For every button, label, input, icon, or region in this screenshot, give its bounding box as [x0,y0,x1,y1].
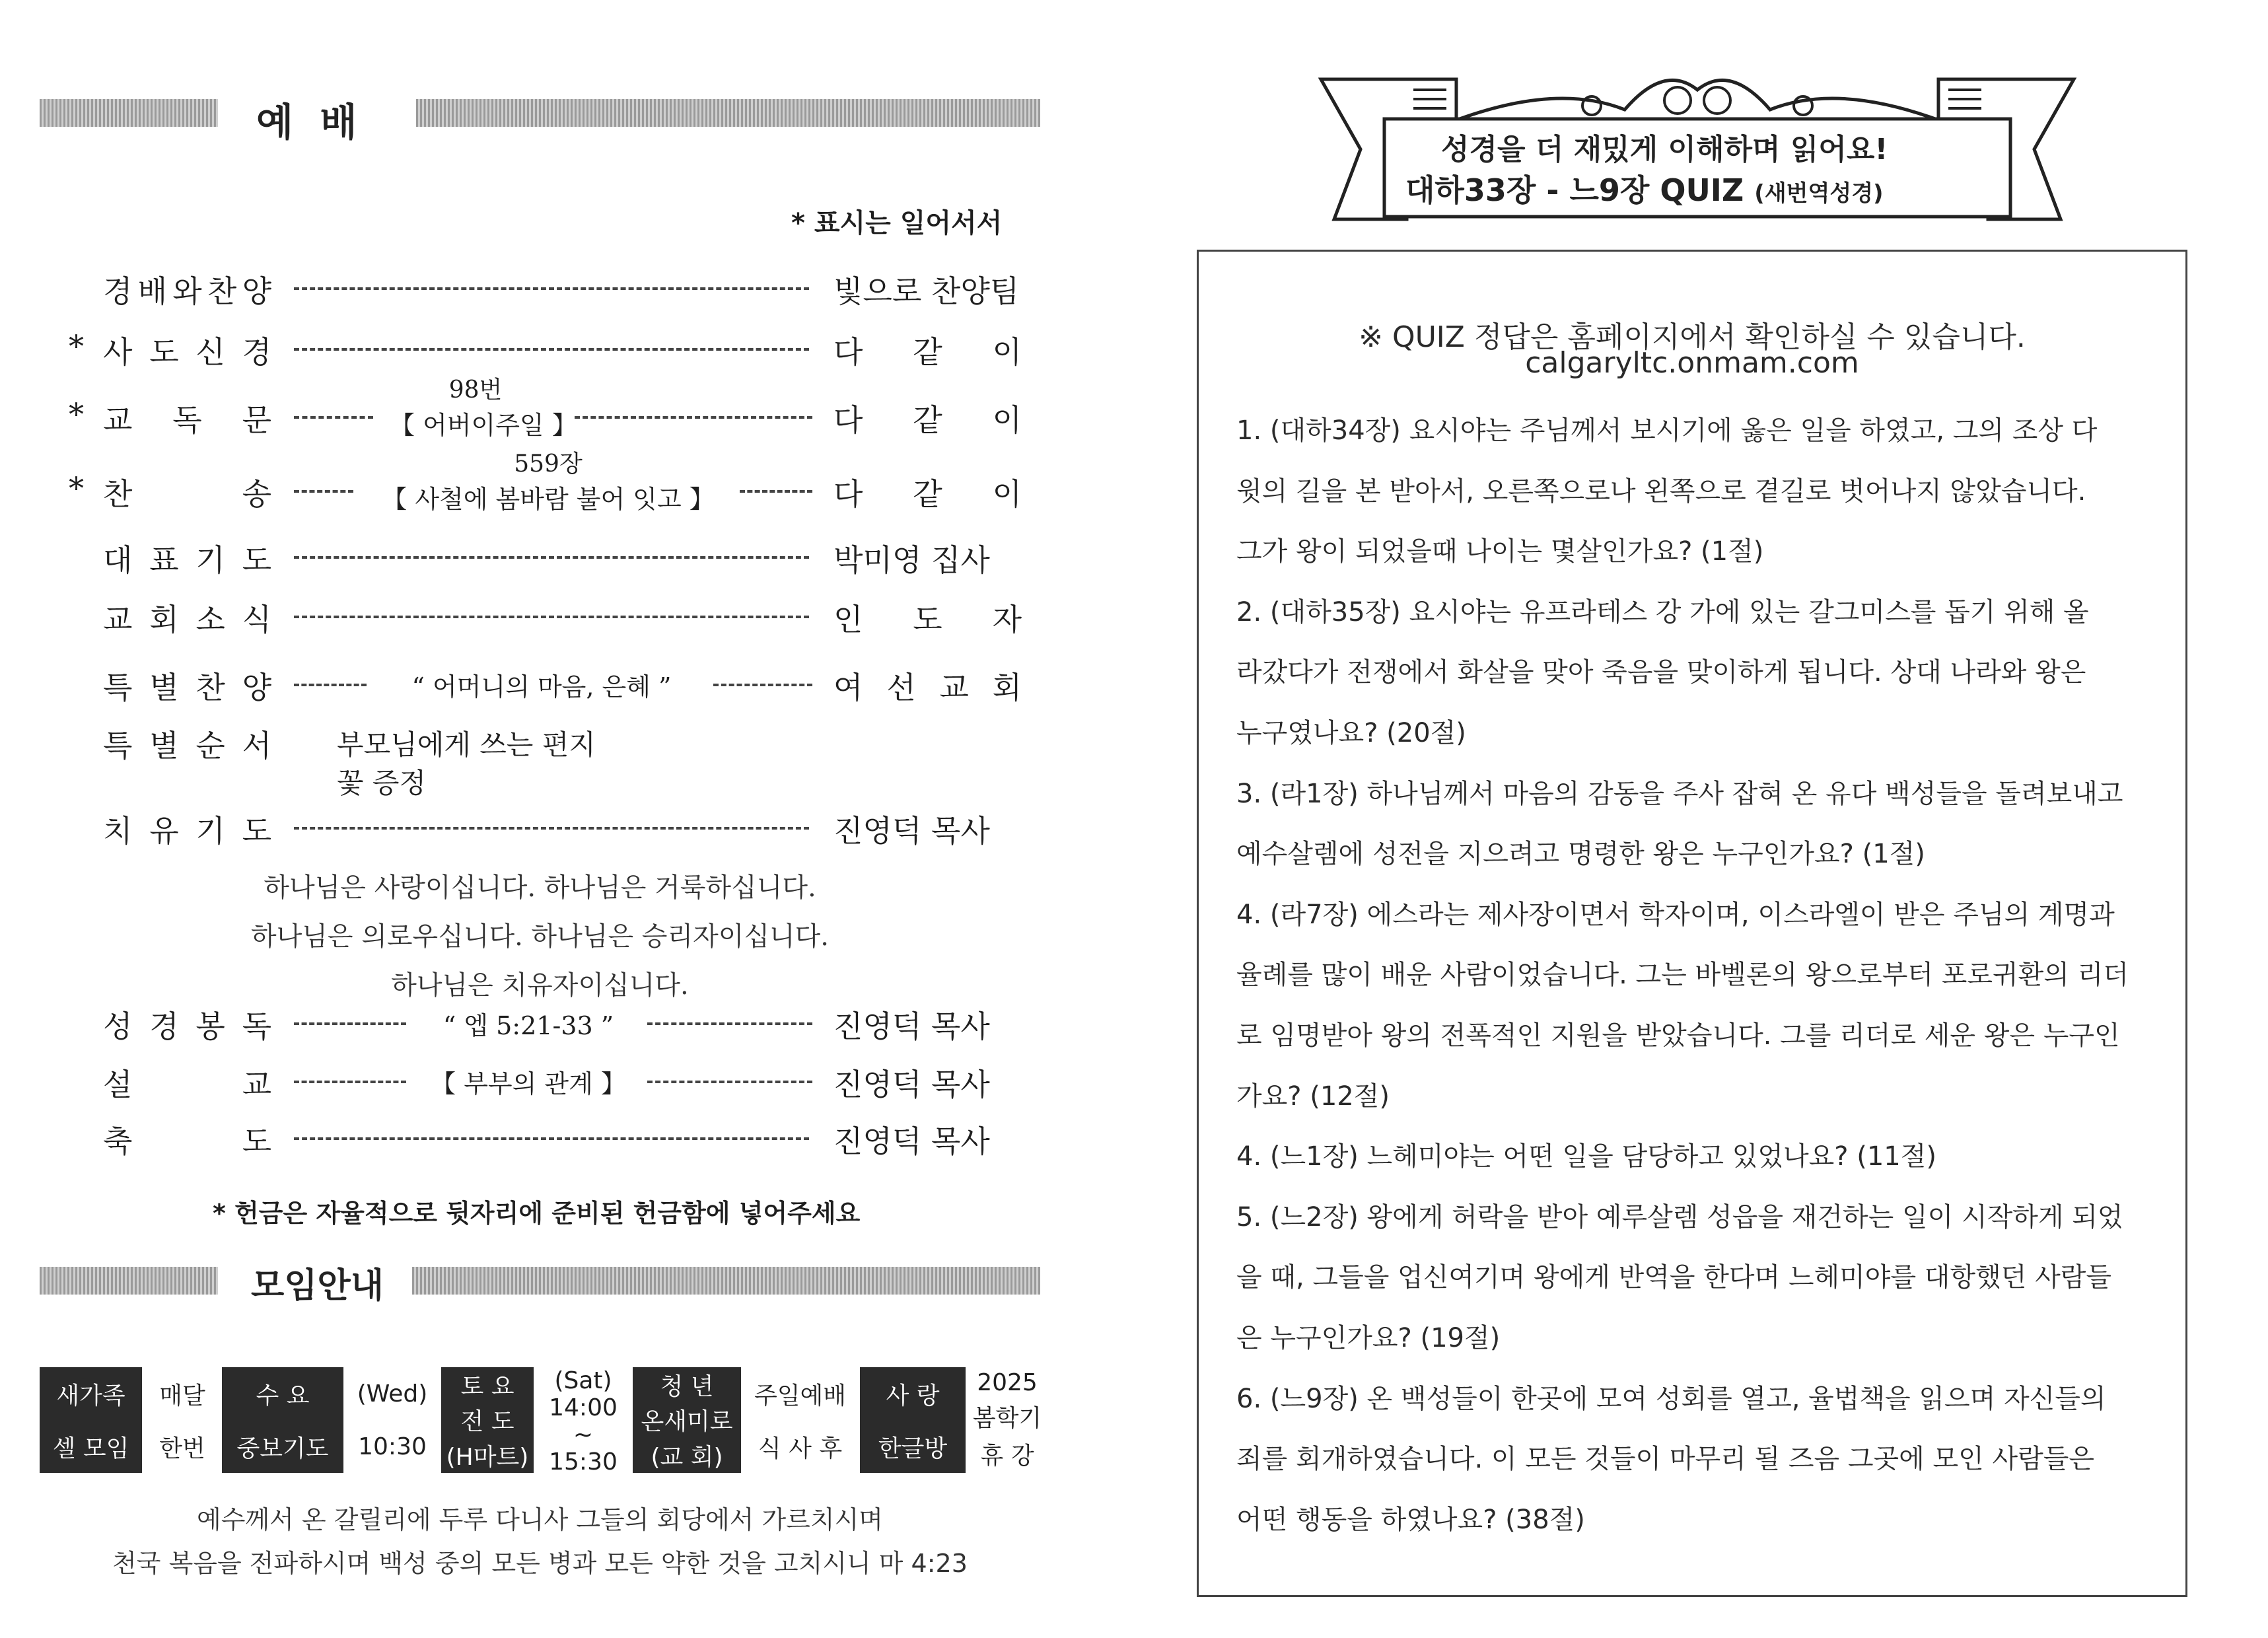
row-middle-text [423,1063,634,1100]
quiz-website: calgaryltc.onmam.com [1525,346,1859,380]
quiz-banner-title: 대하33장 - 느9장 QUIZ [1405,172,1744,208]
row-label-char: 별 [149,728,179,764]
meeting-cell-line: (Wed) [357,1380,428,1407]
row-leader [833,328,1022,372]
row-leader [833,396,1022,440]
row-label-char: 기 [195,813,225,849]
row-label-char: 소 [195,602,225,637]
quiz-line: 1. (대하34장) 요시야는 주님께서 보시기에 옳은 일을 하였고, 그의 조상 다 [1236,415,2098,446]
quiz-line: 4. (느1장) 느헤미야는 어떤 일을 담당하고 있었나요? (11절) [1236,1141,1936,1172]
row-middle-main: 【 사철에 봄바람 불어 잇고 】 [382,485,715,514]
row-label [103,536,271,580]
row-middle-text [383,666,700,703]
quiz-line: 가요? (12절) [1236,1081,1390,1112]
row-dash-right [575,416,812,419]
row-label-char: 유 [149,813,179,849]
row-middle-text [423,1005,634,1042]
row-label-char: 신 [195,334,225,370]
meeting-cell-line: 사 랑 [886,1382,940,1409]
meeting-cell-line: 주일예배 [754,1382,847,1409]
meeting-cell [222,1367,343,1473]
quiz-line: 라갔다가 전쟁에서 화살을 맞아 죽음을 맞이하게 됩니다. 상대 나라와 왕은 [1236,657,2086,688]
row-label-char: 교 [103,402,133,438]
offering-note: * 헌금은 자율적으로 뒷자리에 준비된 헌금함에 넣어주세요 [213,1199,861,1228]
meeting-cell [147,1367,218,1473]
row-star: * [69,396,84,432]
row-label-char: 도 [149,334,179,370]
row-leader [833,1003,1022,1046]
meeting-cell-line: 셀 모임 [52,1435,129,1462]
row-label-char: 기 [195,542,225,578]
row-leader-part: 이 [992,402,1022,438]
quiz-banner-line1: 성경을 더 재밌게 이해하며 읽어요! [1441,133,1888,166]
meeting-cell-line: 토 요 [460,1373,514,1401]
meeting-cell-line: 2025 [977,1369,1038,1396]
row-leader-part: 다 [833,476,863,512]
row-leader-part: 회 [992,670,1022,705]
row-leader-part: 선 [886,670,916,705]
row-label [103,396,271,440]
meeting-cell-line: 한번 [159,1435,205,1462]
meeting-cell [349,1367,436,1473]
meeting-cell-line: (H마트) [446,1443,529,1471]
row-label [103,722,271,766]
row-label-char: 독 [242,1009,271,1044]
row-label [103,470,271,514]
row-label-char: 별 [149,670,179,705]
row-middle-text [370,445,726,515]
row-label-char: 문 [242,402,271,438]
meeting-cell-line: 봄학기 [972,1405,1042,1433]
row-label [103,1118,271,1161]
row-dash [294,1137,809,1140]
verse-line: 예수께서 온 갈릴리에 두루 다니사 그들의 회당에서 가르치시며 [197,1505,883,1534]
row-label [103,807,271,851]
quiz-line: 2. (대하35장) 요시야는 유프라테스 강 가에 있는 갈그미스를 돕기 위해 올 [1236,596,2089,627]
row-dash [294,827,809,830]
row-leader-part: 인 [833,602,863,637]
meeting-cell-line: 청 년 [660,1373,714,1401]
meeting-cell [633,1367,741,1473]
row-label-char: 찬 [195,670,225,705]
quiz-line: 죄를 회개하였습니다. 이 모든 것들이 마무리 될 즈음 그곳에 모인 사람들은 [1236,1444,2095,1475]
row-label-char: 도 [242,1123,271,1159]
quiz-line: 율례를 많이 배운 사람이었습니다. 그는 바벨론의 왕으로부터 포로귀환의 리더 [1236,960,2129,991]
row-leader-part: 진영덕 목사 [833,1123,990,1159]
row-label-char: 회 [149,602,179,637]
meeting-cell-line: 휴 강 [980,1442,1034,1470]
row-leader [833,470,1022,514]
row-middle-main: 【 부부의 관계 】 [431,1069,626,1098]
quiz-line: 예수살렘에 성전을 지으려고 명령한 왕은 누구인가요? (1절) [1236,839,1925,870]
row-dash-right [713,684,812,686]
row-leader [833,1118,1022,1161]
row-label-char: 와 [172,273,202,309]
meeting-cell-line: 새가족 [56,1382,125,1409]
worship-header-bar-right [416,99,1040,127]
row-dash-left [294,684,367,686]
meeting-cell-line: 10:30 [358,1433,427,1460]
meeting-cell [40,1367,142,1473]
row-leader-part: 다 [833,402,863,438]
row-label-char: 서 [242,728,271,764]
row-label-char: 대 [103,542,133,578]
row-label-char: 축 [103,1123,133,1159]
row-label-char: 순 [195,728,225,764]
row-label-char: 경 [242,334,271,370]
worship-title: 예 배 [256,100,357,145]
standing-note: * 표시는 일어서서 [791,208,1003,238]
row-dash-left [294,1081,406,1083]
quiz-line: 5. (느2장) 왕에게 허락을 받아 예루살렘 성읍을 재건하는 일이 시작하게 되었 [1236,1201,2123,1232]
row-label-char: 경 [149,1009,179,1044]
row-star: * [69,470,84,506]
meeting-cell-line: 수 요 [256,1382,310,1409]
quiz-line: 윗의 길을 본 받아서, 오른쪽으로나 왼쪽으로 곁길로 벗어나지 않았습니다. [1236,476,2086,507]
quiz-line: 누구였나요? (20절) [1236,718,1466,748]
worship-header-bar-left [40,99,218,127]
meeting-cell [860,1367,966,1473]
meeting-cell-line: 14:00 [549,1394,618,1421]
meeting-cell-line: (교 회) [651,1443,723,1471]
row-leader-part: 진영덕 목사 [833,1009,990,1044]
row-middle-main: “ 어머니의 마음, 은혜 ” [411,672,672,701]
row-leader-part: 같 [913,334,942,370]
meeting-cell-line: 온새미로 [641,1408,733,1436]
row-middle-text [390,371,577,441]
row-dash [294,287,809,290]
quiz-line: 4. (라7장) 에스라는 제사장이면서 학자이며, 이스라엘이 받은 주님의 계명과 [1236,899,2115,930]
row-middle-top: 559장 [514,450,583,478]
row-detail-line: 부모님에게 쓰는 편지 [337,729,596,761]
row-leader-part: 여 [833,670,863,705]
healing-line: 하나님은 의로우십니다. 하나님은 승리자이십니다. [250,921,829,952]
row-leader-part: 진영덕 목사 [833,813,990,849]
quiz-line: 로 임명받아 왕의 전폭적인 지원을 받았습니다. 그를 리더로 세운 왕은 누구인 [1236,1020,2120,1051]
row-label-char: 찬 [103,476,133,512]
row-leader [833,1061,1022,1104]
meeting-cell-line: ~ [573,1421,594,1448]
row-middle-top: 98번 [448,376,503,404]
meeting-cell-line: (Sat) [554,1367,612,1394]
row-label-char: 설 [103,1067,133,1102]
row-label-char: 송 [242,476,271,512]
row-label [103,1061,271,1104]
row-label-char: 도 [242,542,271,578]
row-detail-line: 꽃 증정 [337,767,427,799]
row-leader-part: 같 [913,402,942,438]
quiz-line: 어떤 행동을 하였나요? (38절) [1236,1504,1585,1535]
row-dash-left [294,1022,406,1025]
row-middle-main: 【 어버이주일 】 [390,411,577,440]
row-label-char: 찬 [207,273,237,309]
row-label-char: 양 [242,670,271,705]
row-leader-part: 다 [833,334,863,370]
quiz-line: 을 때, 그들을 업신여기며 왕에게 반역을 한다며 느헤미야를 대항했던 사람들 [1236,1262,2111,1293]
row-label-char: 봉 [195,1009,225,1044]
meeting-cell-line: 전 도 [460,1408,514,1436]
row-label-char: 치 [103,813,133,849]
meeting-cell-line: 매달 [159,1382,205,1409]
row-label-char: 식 [242,602,271,637]
row-star: * [69,328,84,364]
row-leader-part: 자 [992,602,1022,637]
row-dash-left [294,416,373,419]
row-label-char: 독 [172,402,202,438]
row-dash-left [294,490,353,493]
row-leader [833,807,1022,851]
row-label-char: 교 [103,602,133,637]
row-label-char: 교 [242,1067,271,1102]
meeting-cell-line: 한글방 [878,1435,948,1462]
row-dash-right [647,1022,812,1025]
row-leader [833,536,1022,580]
meetings-header-bar-right [412,1267,1040,1295]
row-leader-part: 교 [939,670,969,705]
row-label [103,664,271,707]
row-leader-part: 빛으로 찬양팀 [833,273,1020,309]
row-label-char: 사 [103,334,133,370]
row-middle-main: “ 엡 5:21-33 ” [443,1011,614,1040]
row-label [103,1003,271,1046]
row-leader-part: 이 [992,476,1022,512]
row-label-char: 특 [103,728,133,764]
row-label-char: 성 [103,1009,133,1044]
row-leader-part: 도 [913,602,942,637]
quiz-line: 3. (라1장) 하나님께서 마음의 감동을 주사 잡혀 온 유다 백성들을 돌려보내고 [1236,778,2123,809]
verse-line: 천국 복음을 전파하시며 백성 중의 모든 병과 모든 약한 것을 고치시니 마 4:23 [112,1549,968,1578]
meeting-cell-line: 중보기도 [236,1435,329,1462]
row-label [103,596,271,639]
healing-line: 하나님은 치유자이십니다. [391,970,689,1001]
quiz-banner-line2 [1405,166,1884,210]
row-leader [833,596,1022,639]
row-dash-right [740,490,812,493]
meeting-cell [538,1367,629,1476]
quiz-answer-note: ※ QUIZ 정답은 홈페이지에서 확인하실 수 있습니다. [1359,320,2026,354]
row-label [103,267,271,311]
meetings-header-bar-left [40,1267,218,1295]
row-label-char: 경 [103,273,133,309]
row-label-char: 도 [242,813,271,849]
row-label-char: 배 [137,273,168,309]
meeting-cell-line: 15:30 [549,1448,618,1476]
row-label-char: 표 [149,542,179,578]
row-leader-part: 이 [992,334,1022,370]
quiz-line: 그가 왕이 되었을때 나이는 몇살인가요? (1절) [1236,536,1764,567]
row-label [103,328,271,372]
row-dash [294,348,809,351]
quiz-banner-sub: (새번역성경) [1754,180,1884,207]
row-leader-part: 같 [913,476,942,512]
row-label-char: 양 [242,273,271,309]
row-leader-part: 진영덕 목사 [833,1067,990,1102]
quiz-line: 은 누구인가요? (19절) [1236,1323,1501,1353]
meetings-title: 모임안내 [251,1266,384,1306]
row-leader [833,664,1022,707]
row-leader [833,267,1022,311]
meeting-cell [971,1367,1044,1473]
healing-line: 하나님은 사랑이십니다. 하나님은 거룩하십니다. [264,872,816,903]
quiz-line: 6. (느9장) 온 백성들이 한곳에 모여 성회를 열고, 율법책을 읽으며 자신들의 [1236,1383,2106,1414]
meeting-cell [745,1367,855,1473]
row-leader-part: 박미영 집사 [833,542,990,578]
row-dash [294,616,809,618]
meeting-cell [441,1367,534,1473]
row-dash-right [647,1081,812,1083]
row-dash [294,556,809,559]
row-label-char: 특 [103,670,133,705]
meeting-cell-line: 식 사 후 [758,1435,843,1462]
